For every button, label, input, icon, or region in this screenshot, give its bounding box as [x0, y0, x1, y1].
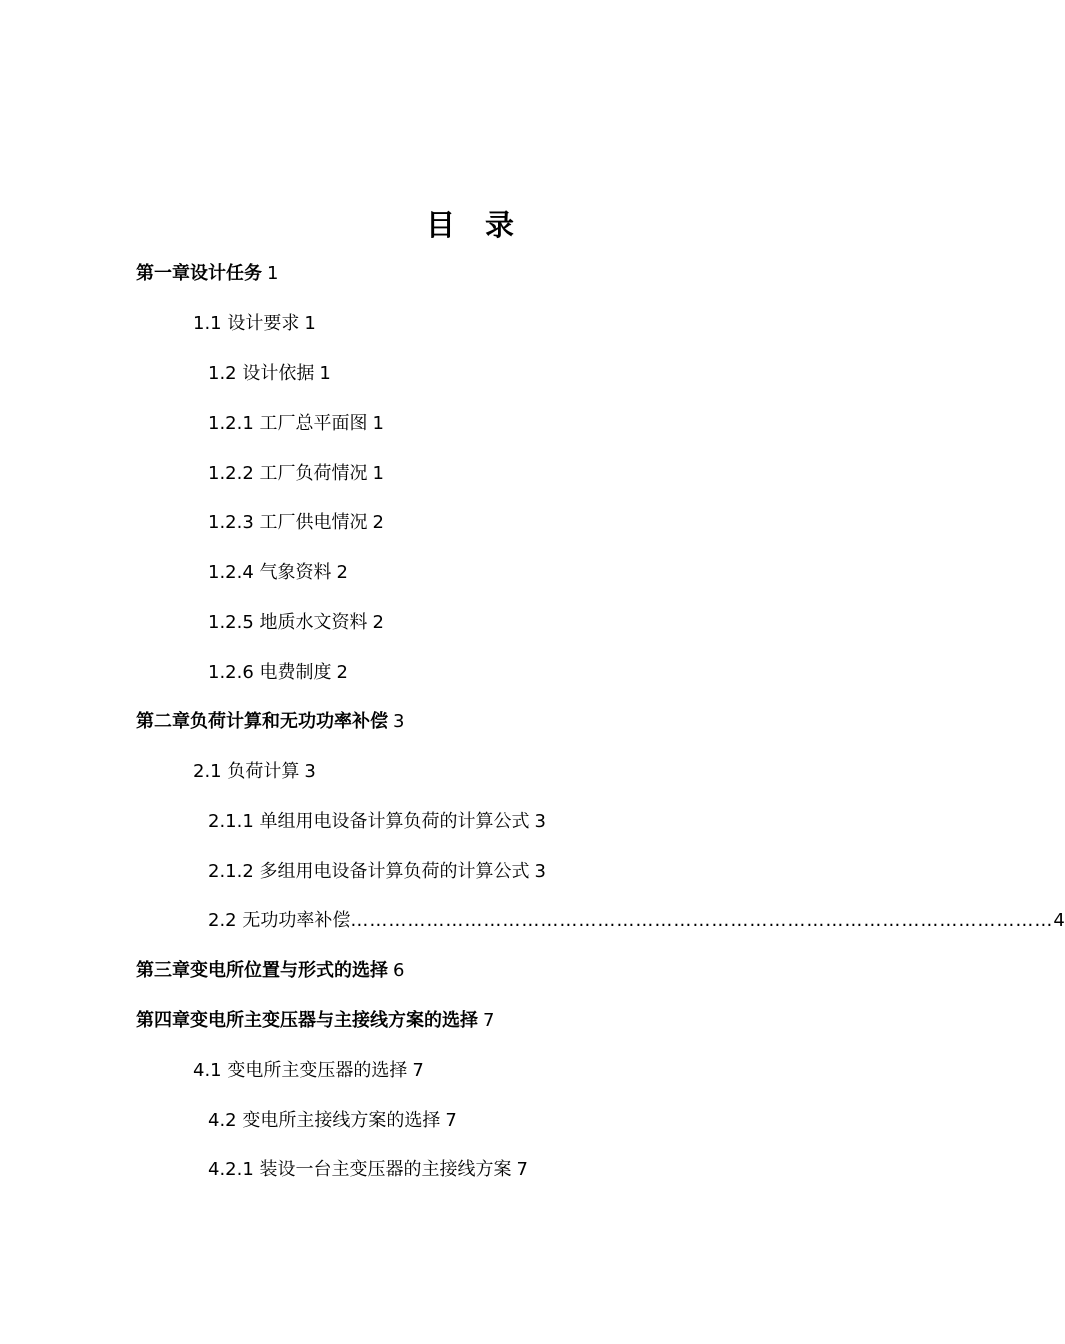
- toc-entry-1-2: [208, 361, 331, 387]
- toc-entry-title: 1.2 设计依据: [208, 363, 315, 384]
- toc-entry-title: 1.1 设计要求: [193, 313, 300, 334]
- toc-entry-1-2-6: [208, 660, 348, 686]
- toc-entry-title: 1.2.6 电费制度: [208, 662, 332, 683]
- toc-entry-page: 7: [445, 1110, 457, 1131]
- toc-entry-title: 1.2.1 工厂总平面图: [208, 413, 368, 434]
- toc-entry-title: 第二章负荷计算和无功功率补偿: [136, 711, 388, 732]
- toc-entry-page: 1: [267, 263, 279, 284]
- toc-entry-2-1: [193, 759, 316, 785]
- toc-entry-chapter-4: [136, 1008, 494, 1034]
- toc-entry-page: 7: [483, 1010, 495, 1031]
- toc-entry-title: 4.1 变电所主变压器的选择: [193, 1060, 408, 1081]
- toc-entry-title: 第四章变电所主变压器与主接线方案的选择: [136, 1010, 478, 1031]
- toc-entry-4-2-1: [208, 1157, 528, 1183]
- toc-entry-page: 3: [393, 711, 405, 732]
- toc-entry-page: 1: [304, 313, 316, 334]
- toc-entry-title: 4.2.1 装设一台主变压器的主接线方案: [208, 1159, 512, 1180]
- toc-entry-page: 1: [319, 363, 331, 384]
- toc-entry-page: 7: [412, 1060, 424, 1081]
- dot-leader: …………………………………………………………………………………………………: [350, 910, 1054, 931]
- toc-entry-title: 2.1.1 单组用电设备计算负荷的计算公式: [208, 811, 530, 832]
- toc-entry-title: 1.2.3 工厂供电情况: [208, 512, 368, 533]
- toc-entry-1-2-1: [208, 411, 384, 437]
- toc-entry-page: 2: [372, 612, 384, 633]
- toc-entry-title: 第一章设计任务: [136, 263, 262, 284]
- toc-entry-page: 2: [336, 562, 348, 583]
- toc-entry-page: 4: [1053, 910, 1065, 931]
- toc-entry-page: 3: [534, 861, 546, 882]
- toc-entry-title: 1.2.4 气象资料: [208, 562, 332, 583]
- toc-entry-1-2-5: [208, 610, 384, 636]
- toc-entry-1-2-4: [208, 560, 348, 586]
- toc-entry-title: 2.2 无功功率补偿: [208, 910, 351, 931]
- toc-entry-title: 1.2.5 地质水文资料: [208, 612, 368, 633]
- toc-entry-title: 2.1.2 多组用电设备计算负荷的计算公式: [208, 861, 530, 882]
- toc-entry-chapter-3: [136, 958, 404, 984]
- toc-entry-page: 2: [336, 662, 348, 683]
- toc-entry-chapter-1: [136, 261, 278, 287]
- toc-entry-page: 2: [372, 512, 384, 533]
- toc-entry-2-2: [208, 908, 1065, 934]
- toc-entry-title: 4.2 变电所主接线方案的选择: [208, 1110, 441, 1131]
- toc-entry-title: 2.1 负荷计算: [193, 761, 300, 782]
- toc-title: 目 录: [425, 208, 525, 242]
- toc-entry-page: 1: [372, 413, 384, 434]
- toc-entry-chapter-2: [136, 709, 404, 735]
- toc-entry-title: 1.2.2 工厂负荷情况: [208, 463, 368, 484]
- toc-entry-title: 第三章变电所位置与形式的选择: [136, 960, 388, 981]
- toc-entry-1-1: [193, 311, 316, 337]
- toc-entry-page: 3: [534, 811, 546, 832]
- toc-entry-page: 6: [393, 960, 405, 981]
- toc-entry-4-2: [208, 1108, 457, 1134]
- toc-entry-1-2-3: [208, 510, 384, 536]
- toc-entry-2-1-1: [208, 809, 546, 835]
- toc-entry-1-2-2: [208, 461, 384, 487]
- toc-entry-2-1-2: [208, 859, 546, 885]
- toc-entry-page: 3: [304, 761, 316, 782]
- toc-entry-page: 1: [372, 463, 384, 484]
- toc-entry-4-1: [193, 1058, 424, 1084]
- toc-entry-page: 7: [516, 1159, 528, 1180]
